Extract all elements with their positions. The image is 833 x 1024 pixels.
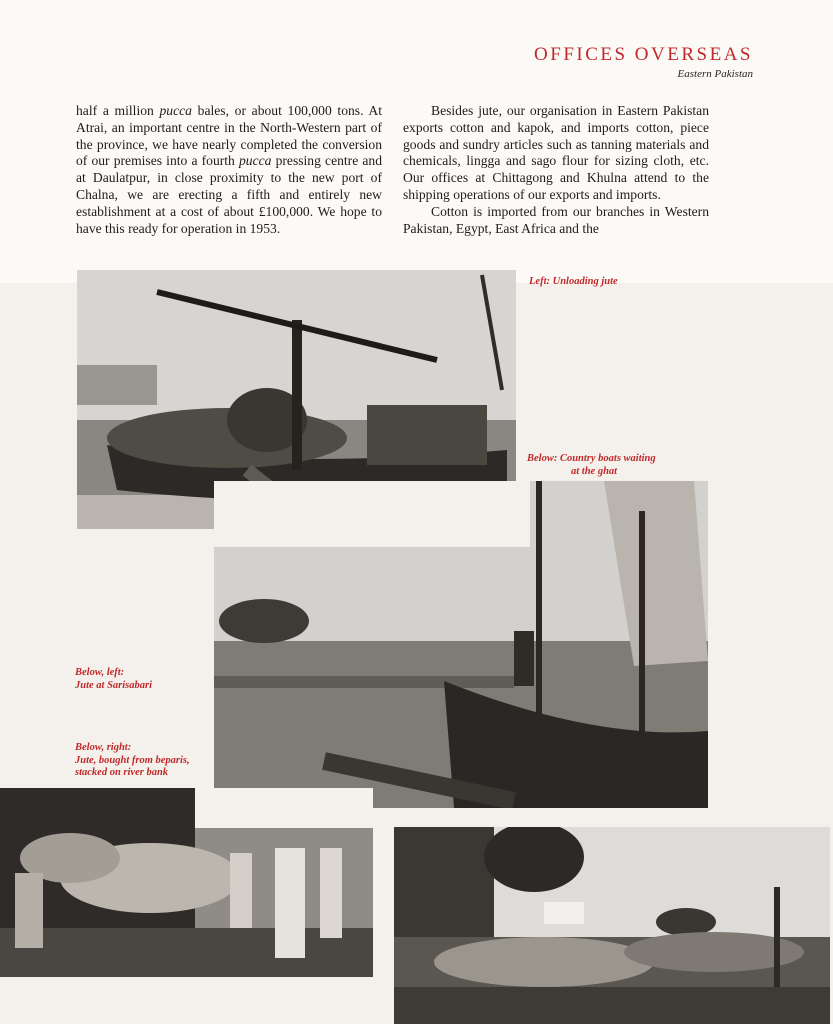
text-column-left bbox=[76, 103, 382, 237]
text-run: pressing centre and at Daulatpur, in close proximity to the new port of Chalna, we are erecting a fifth and entirely new establishment at a cost of about £100,000. We hope to have this ready for operation in 1953. bbox=[76, 153, 382, 236]
caption-line: Jute, bought from beparis, bbox=[75, 754, 190, 766]
text-run-italic: pucca bbox=[159, 103, 192, 118]
caption-country-boats bbox=[527, 453, 656, 478]
caption-line: Below: Country boats waiting bbox=[527, 453, 656, 464]
paragraph: Besides jute, our organisation in Eastern Pakistan exports cotton and kapok, and imports cotton, piece goods and sundry articles such as tanning materials and chemicals, lingga and sago flour for sizing cloth, etc. Our offices at Chittagong and Khulna attend to the shipping operations of our exports and imports. bbox=[403, 103, 709, 202]
text-run: bales, or about 100,000 tons. At Atrai, an important centre in the North-Western part of the province, we have nearly completed the conversion of our premises into a fourth bbox=[76, 103, 383, 169]
caption-line: Below, right: bbox=[75, 742, 132, 753]
photo-jute-riverbank-image bbox=[394, 827, 830, 1024]
photo-country-boats-image bbox=[214, 481, 708, 808]
caption-line: Jute at Sarisabari bbox=[75, 679, 153, 691]
caption-line: at the ghat bbox=[571, 465, 618, 477]
caption-line: Below, left: bbox=[75, 667, 125, 678]
page-title: OFFICES OVERSEAS bbox=[534, 44, 753, 65]
caption-jute-riverbank bbox=[75, 742, 190, 780]
caption-unloading-jute: Left: Unloading jute bbox=[529, 276, 618, 287]
paragraph bbox=[76, 103, 382, 237]
text-column-right bbox=[403, 103, 709, 237]
photo-jute-sarisabari-image bbox=[0, 788, 373, 977]
caption-line: stacked on river bank bbox=[75, 767, 169, 778]
caption-jute-sarisabari bbox=[75, 667, 152, 692]
page-subtitle: Eastern Pakistan bbox=[677, 68, 753, 80]
text-run-italic: pucca bbox=[238, 153, 272, 169]
paragraph: Cotton is imported from our branches in Western Pakistan, Egypt, East Africa and the bbox=[403, 203, 709, 236]
photo-jute-riverbank bbox=[394, 827, 830, 1024]
photo-country-boats bbox=[214, 481, 708, 808]
photo-jute-sarisabari bbox=[0, 788, 373, 977]
text-run: half a million bbox=[76, 103, 160, 118]
